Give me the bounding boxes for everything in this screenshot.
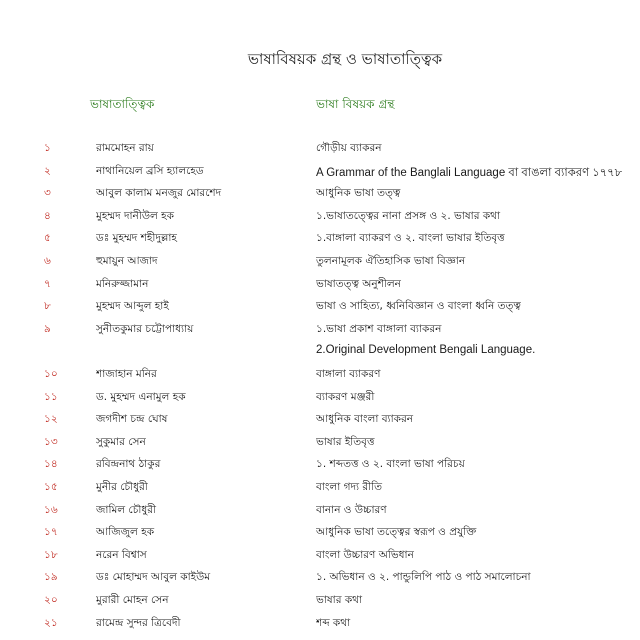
book-title: আধুনিক ভাষা তত্ত্বের স্বরূপ ও প্রযুক্তি <box>316 526 477 539</box>
row-number: ১৭ <box>44 526 58 539</box>
row-number: ১২ <box>44 413 58 426</box>
linguist-name: নরেন বিশ্বাস <box>96 548 147 561</box>
table-row <box>0 209 640 229</box>
page-title: ভাষাবিষয়ক গ্রন্থ ও ভাষাতাত্ত্বিক <box>247 50 443 68</box>
book-title: বাংলা গদ্য রীতি <box>316 481 383 493</box>
row-number: ৫ <box>44 232 51 245</box>
book-title: ১.ভাষাতত্ত্বের নানা প্রসঙ্গ ও ২. ভাষার কথা <box>316 209 501 222</box>
book-title: ব্যাকরণ মঞ্জরী <box>316 390 375 403</box>
linguist-name: আবুল কালাম মনজুর মোরশেদ <box>96 187 222 200</box>
linguist-name: মুরারী মোহন সেন <box>96 594 169 606</box>
table-row <box>0 367 640 387</box>
row-number: ১৬ <box>44 503 58 516</box>
table-row <box>0 231 640 251</box>
column-header-linguist: ভাষাতাত্ত্বিক <box>90 97 155 111</box>
table-row <box>0 412 640 432</box>
linguist-name: জগদীশ চন্দ্র ঘোষ <box>96 413 168 426</box>
linguist-name: রামেন্দ্র সুন্দর ত্রিবেদী <box>96 616 181 629</box>
row-number: ৬ <box>44 255 51 267</box>
book-title: ১.বাঙ্গালা ব্যাকরণ ও ২. বাংলা ভাষার ইতিবৃত্ত <box>316 232 505 245</box>
row-number: ৩ <box>44 187 51 200</box>
table-row <box>0 525 640 545</box>
table-row <box>0 435 640 455</box>
row-number: ১৯ <box>44 571 58 584</box>
book-title: গৌড়ীয় ব্যাকরন <box>316 142 382 154</box>
book-title: 2.Original Development Bengali Language. <box>316 344 536 357</box>
book-title: ১.ভাষা প্রকাশ বাঙ্গালা ব্যাকরন <box>316 322 442 335</box>
row-number: ৯ <box>44 322 51 335</box>
table-row <box>0 616 640 636</box>
row-number: ৪ <box>44 209 51 222</box>
book-title: ১. অভিধান ও ২. পান্ডুলিপি পাঠ ও পাঠ সমালোচনা <box>316 571 531 584</box>
book-title: ভাষাতত্ত্ব অনুশীলন <box>316 277 401 290</box>
linguist-name: মুহম্মদ দানীউল হক <box>96 209 175 222</box>
book-title: ভাষা ও সাহিত্য, ধ্বনিবিজ্ঞান ও বাংলা ধ্বনি তত্ত্ব <box>316 300 521 313</box>
column-header-books: ভাষা বিষয়ক গ্রন্থ <box>316 97 395 111</box>
table-row <box>0 503 640 523</box>
table-row <box>0 164 640 184</box>
linguist-name: সুকুমার সেন <box>96 435 146 448</box>
row-number: ৭ <box>44 277 51 290</box>
linguist-name: রবিন্দ্রনাথ ঠাকুর <box>96 458 161 471</box>
table-row <box>0 277 640 297</box>
row-number: ১৩ <box>44 435 58 448</box>
table-row <box>0 322 640 342</box>
linguist-name: আজিজুল হক <box>96 526 155 539</box>
table-row <box>0 254 640 274</box>
book-title: A Grammar of the Banglali Language বা বাঙলা ব্যাকরণ ১৭৭৮ <box>316 166 623 179</box>
book-title: আধুনিক ভাষা তত্ত্ব <box>316 187 401 200</box>
linguist-name: জামিল চৌধুরী <box>96 503 157 516</box>
linguist-name: শাজাহান মনির <box>96 368 157 380</box>
row-number: ২ <box>44 164 51 177</box>
linguist-name: মনিরুজ্জামান <box>96 277 149 290</box>
row-number: ১০ <box>44 368 58 380</box>
row-number: ৮ <box>44 300 51 313</box>
book-title: বানান ও উচ্চারণ <box>316 503 387 516</box>
table-row <box>0 548 640 568</box>
row-number: ১৪ <box>44 458 58 471</box>
linguist-name: মুহম্মদ আব্দুল হাই <box>96 300 169 313</box>
row-number: ২১ <box>44 616 58 629</box>
table-row <box>0 480 640 500</box>
table-row <box>0 186 640 206</box>
row-number: ১ <box>44 142 51 154</box>
book-title: ভাষার কথা <box>316 594 363 606</box>
linguist-name: সুনীতকুমার চট্টোপাধ্যায় <box>96 322 194 335</box>
linguist-name: নাথানিয়েল ব্রসি হ্যালহেড <box>96 164 204 177</box>
row-number: ২০ <box>44 594 58 606</box>
book-title: তুলনামূলক ঐতিহাসিক ভাষা বিজ্ঞান <box>316 255 466 267</box>
book-title: ১. শব্দতত্ত ও ২. বাংলা ভাষা পরিচয় <box>316 458 465 471</box>
table-row <box>0 593 640 613</box>
table-row <box>0 141 640 161</box>
linguist-name: হুমায়ুন আজাদ <box>96 255 158 267</box>
book-title: আধুনিক বাংলা ব্যাকরন <box>316 413 414 426</box>
linguist-name: ডঃ মোহাম্মদ আবুল কাইউম <box>96 571 211 584</box>
table-row <box>0 570 640 590</box>
book-title: ভাষার ইতিবৃত্ত <box>316 435 375 448</box>
table-row <box>0 390 640 410</box>
book-title: বাঙ্গালা ব্যাকরণ <box>316 368 381 380</box>
table-row <box>0 457 640 477</box>
linguist-name: ড. মুহম্মদ এনামুল হক <box>96 390 186 403</box>
row-number: ১৮ <box>44 548 58 561</box>
table-row <box>0 344 640 364</box>
row-number: ১১ <box>44 390 58 403</box>
book-title: শব্দ কথা <box>316 616 351 629</box>
table-row <box>0 299 640 319</box>
linguist-name: মুনীর চৌধুরী <box>96 481 148 493</box>
linguist-name: ডঃ মুহম্মদ শহীদুল্লাহ <box>96 232 177 245</box>
book-title: বাংলা উচ্চারণ অভিধান <box>316 548 414 561</box>
linguist-name: রামমোহন রায় <box>96 142 154 154</box>
row-number: ১৫ <box>44 481 58 493</box>
